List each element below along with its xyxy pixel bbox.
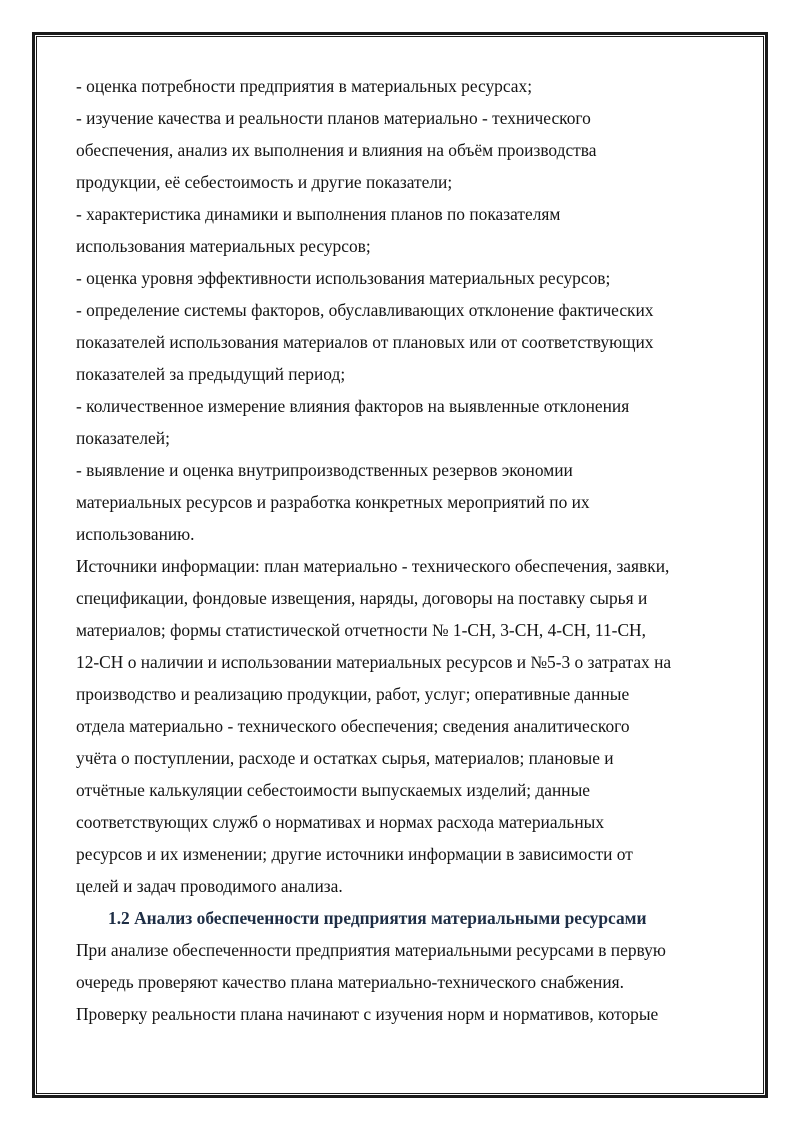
text-line: - характеристика динамики и выполнения планов по показателям <box>76 204 561 224</box>
text-line: использованию. <box>76 524 195 544</box>
text-line: целей и задач проводимого анализа. <box>76 876 343 896</box>
section-heading: 1.2 Анализ обеспеченности предприятия материальными ресурсами <box>108 908 647 928</box>
text-line: - оценка уровня эффективности использования материальных ресурсов; <box>76 268 611 288</box>
text-line: отчётные калькуляции себестоимости выпускаемых изделий; данные <box>76 780 591 800</box>
document-body <box>76 70 726 1030</box>
text-line: продукции, её себестоимость и другие показатели; <box>76 172 453 192</box>
text-line: производство и реализацию продукции, работ, услуг; оперативные данные <box>76 684 630 704</box>
text-line: использования материальных ресурсов; <box>76 236 371 256</box>
text-line: - количественное измерение влияния факторов на выявленные отклонения <box>76 396 630 416</box>
text-line: Источники информации: план материально - технического обеспечения, заявки, <box>76 556 670 576</box>
text-line: спецификации, фондовые извещения, наряды, договоры на поставку сырья и <box>76 588 648 608</box>
text-line: показателей; <box>76 428 170 448</box>
text-line: соответствующих служб о нормативах и нормах расхода материальных <box>76 812 605 832</box>
text-line: - выявление и оценка внутрипроизводственных резервов экономии <box>76 460 573 480</box>
text-line: При анализе обеспеченности предприятия материальными ресурсами в первую <box>76 940 666 960</box>
text-line: - изучение качества и реальности планов материально - технического <box>76 108 591 128</box>
text-line: очередь проверяют качество плана материально-технического снабжения. <box>76 972 624 992</box>
text-line: показателей использования материалов от плановых или от соответствующих <box>76 332 654 352</box>
text-line: обеспечения, анализ их выполнения и влияния на объём производства <box>76 140 597 160</box>
text-line: - оценка потребности предприятия в материальных ресурсах; <box>76 76 533 96</box>
text-line: - определение системы факторов, обуславливающих отклонение фактических <box>76 300 654 320</box>
text-line: учёта о поступлении, расходе и остатках сырья, материалов; плановые и <box>76 748 614 768</box>
text-line: отдела материально - технического обеспечения; сведения аналитического <box>76 716 630 736</box>
text-line: 12-СН о наличии и использовании материальных ресурсов и №5-3 о затратах на <box>76 652 672 672</box>
text-line: Проверку реальности плана начинают с изучения норм и нормативов, которые <box>76 1004 659 1024</box>
text-line: материальных ресурсов и разработка конкретных мероприятий по их <box>76 492 590 512</box>
text-line: ресурсов и их изменении; другие источники информации в зависимости от <box>76 844 633 864</box>
text-line: показателей за предыдущий период; <box>76 364 346 384</box>
text-line: материалов; формы статистической отчетности № 1-СН, 3-СН, 4-СН, 11-СН, <box>76 620 646 640</box>
